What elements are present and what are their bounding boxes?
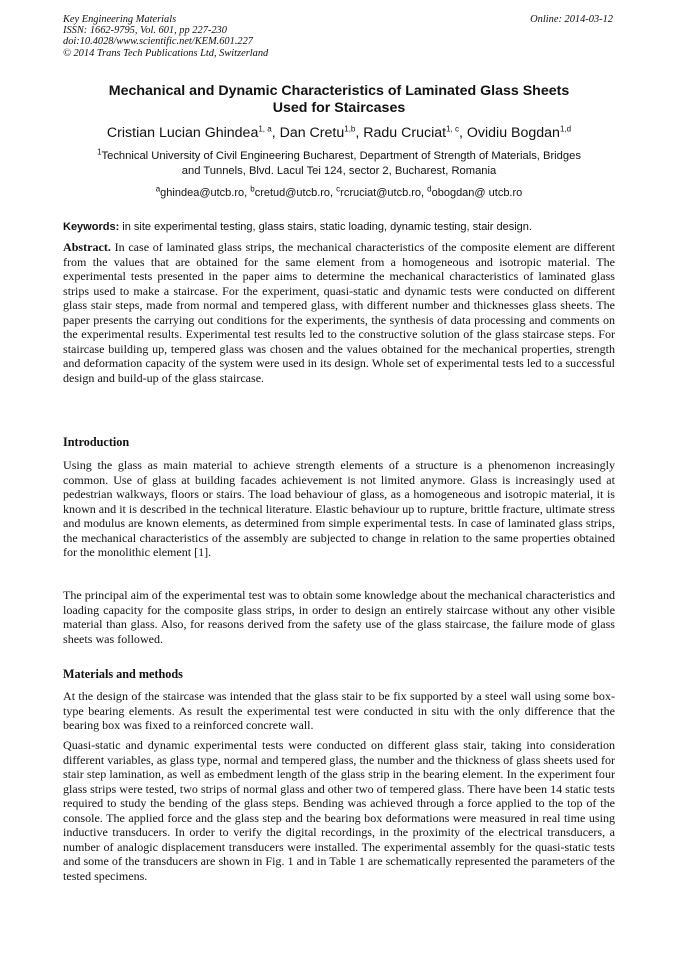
email-mark: b [250,184,255,194]
abstract-label: Abstract. [63,240,111,254]
email-list [40,186,638,200]
journal-doi: doi:10.4028/www.scientific.net/KEM.601.227 [63,36,253,48]
keywords-text: in site experimental testing, glass stairs, static loading, dynamic testing, stair design. [119,221,532,233]
author-separator: , [271,125,280,141]
introduction-paragraph-2: The principal aim of the experimental test was to obtain some knowledge about the mechanical characteristics and loading capacity for the composite glass strips, in order to design an entirely staircase without any other visible material than glass. Also, for reasons derived from the safety use of the glass staircase, the failure mode of glass sheets was followed. [63,588,615,646]
keywords-label: Keywords: [63,221,120,233]
email-mark: d [427,184,432,194]
author [467,125,571,141]
introduction-heading: Introduction [63,435,130,449]
journal-header [63,14,268,59]
email-link[interactable]: obogdan@ utcb.ro [431,187,523,199]
title-line-1: Mechanical and Dynamic Characteristics of Laminated Glass Sheets [108,83,570,99]
affiliation-mark: 1 [97,147,102,157]
author-separator: , [458,125,467,141]
online-date: Online: 2014-03-12 [530,14,613,25]
author-affil-mark: 1,b [344,124,356,134]
journal-issn: ISSN: 1662-9795, Vol. 601, pp 227-230 [63,25,227,37]
author-affil-mark: 1, a [258,124,272,134]
paper-title [50,83,628,117]
email-link[interactable]: ghindea@utcb.ro, [160,187,251,199]
author [363,125,467,141]
author-name: Ovidiu Bogdan [466,125,560,141]
abstract-text: In case of laminated glass strips, the mechanical characteristics of the composite element are different from the values that are obtained for the same element from a homogeneous and isotropic material. The experimental tests presented in the paper aims to determine the mechanical characteristics of laminated glass strips used to make a staircase. For the experiment, quasi-static and dynamic tests were conducted on different glass stair steps, made from normal and tempered glass, with different number and thicknesses glass sheets. The paper presents the carrying out conditions for the experiments, the synthesis of data processing and comments on the experimental results. Experimental test results led to the constructive solution of the glass staircase steps. For staircase building up, tempered glass was chosen and the values obtained for the mechanical properties, strength and deformation capacity of the system were used in its design. Whole set of experimental tests led to a successful design and build-up of the glass staircase. [63,240,615,385]
keywords [63,220,615,234]
email-link[interactable]: cretud@utcb.ro, [254,187,337,199]
affiliation-line-2: and Tunnels, Blvd. Lacul Tei 124, sector 2, Bucharest, Romania [181,165,497,177]
author [107,125,280,141]
author-affil-mark: 1,d [559,124,572,134]
email-link[interactable]: rcruciat@utcb.ro, [340,187,428,199]
author [280,125,364,141]
journal-name: Key Engineering Materials [63,14,177,25]
email-mark: a [155,184,161,194]
introduction-paragraph-1: Using the glass as main material to achieve strength elements of a structure is a phenomenon increasingly common. Use of glass at building facades achievement is not limited anymore. Glass is increasingly used at pedestrian walkways, floors or stairs. The load behaviour of glass, as a homogeneous and isotropic material, it is known and it is described in the technical literature. Elastic behaviour up to rupture, brittle fracture, ultimate stress and modulus are known elements, as determined from simple experimental tests. In case of laminated glass strips, the mechanical characteristics of the assembly are subjected to change in relation to the same properties obtained for the monolithic element [1]. [63,458,615,560]
author-affil-mark: 1, c [446,124,459,134]
journal-copyright: © 2014 Trans Tech Publications Ltd, Switzerland [63,47,269,59]
author-name: Dan Cretu [279,125,345,141]
email-mark: c [336,184,341,194]
affiliation [60,149,618,179]
affiliation-text: Technical University of Civil Engineering Bucharest, Department of Strength of Materials, Bridges [101,150,581,162]
author-name: Cristian Lucian Ghindea [106,125,259,141]
abstract [63,240,615,385]
author-separator: , [355,125,364,141]
affiliation-line-1 [60,149,618,164]
materials-paragraph-1: At the design of the staircase was intended that the glass stair to be fix supported by a steel wall using some box-type bearing elements. As result the experimental test were conducted in situ with the only difference that the bearing box was fixed to a reinforced concrete wall. [63,689,615,733]
materials-paragraph-2: Quasi-static and dynamic experimental tests were conducted on different glass stair, taking into consideration different variables, as glass type, normal and tempered glass, the number and the thickness of glass sheets used for stair step lamination, as well as embedment length of the glass strip in the bearing element. In the experiment four glass strips were tested, two strips of normal glass and other two of tempered glass. There have been 14 static tests required to study the bending of the glass steps. Bending was achieved through a force applied to the top of the console. The applied force and the glass step and the bearing box deformations were measured in real time using inductive transducers. In order to verify the digital recordings, in the proximity of the electrical transducers, a number of analogic displacement transducers were installed. The experimental assembly for the quasi-static tests and some of the transducers are shown in Fig. 1 and in Table 1 are schematically represented the parameters of the tested specimens. [63,738,615,883]
title-line-2: Used for Staircases [272,100,406,116]
author-name: Radu Cruciat [363,125,447,141]
materials-heading: Materials and methods [63,667,183,681]
author-list [30,124,648,142]
